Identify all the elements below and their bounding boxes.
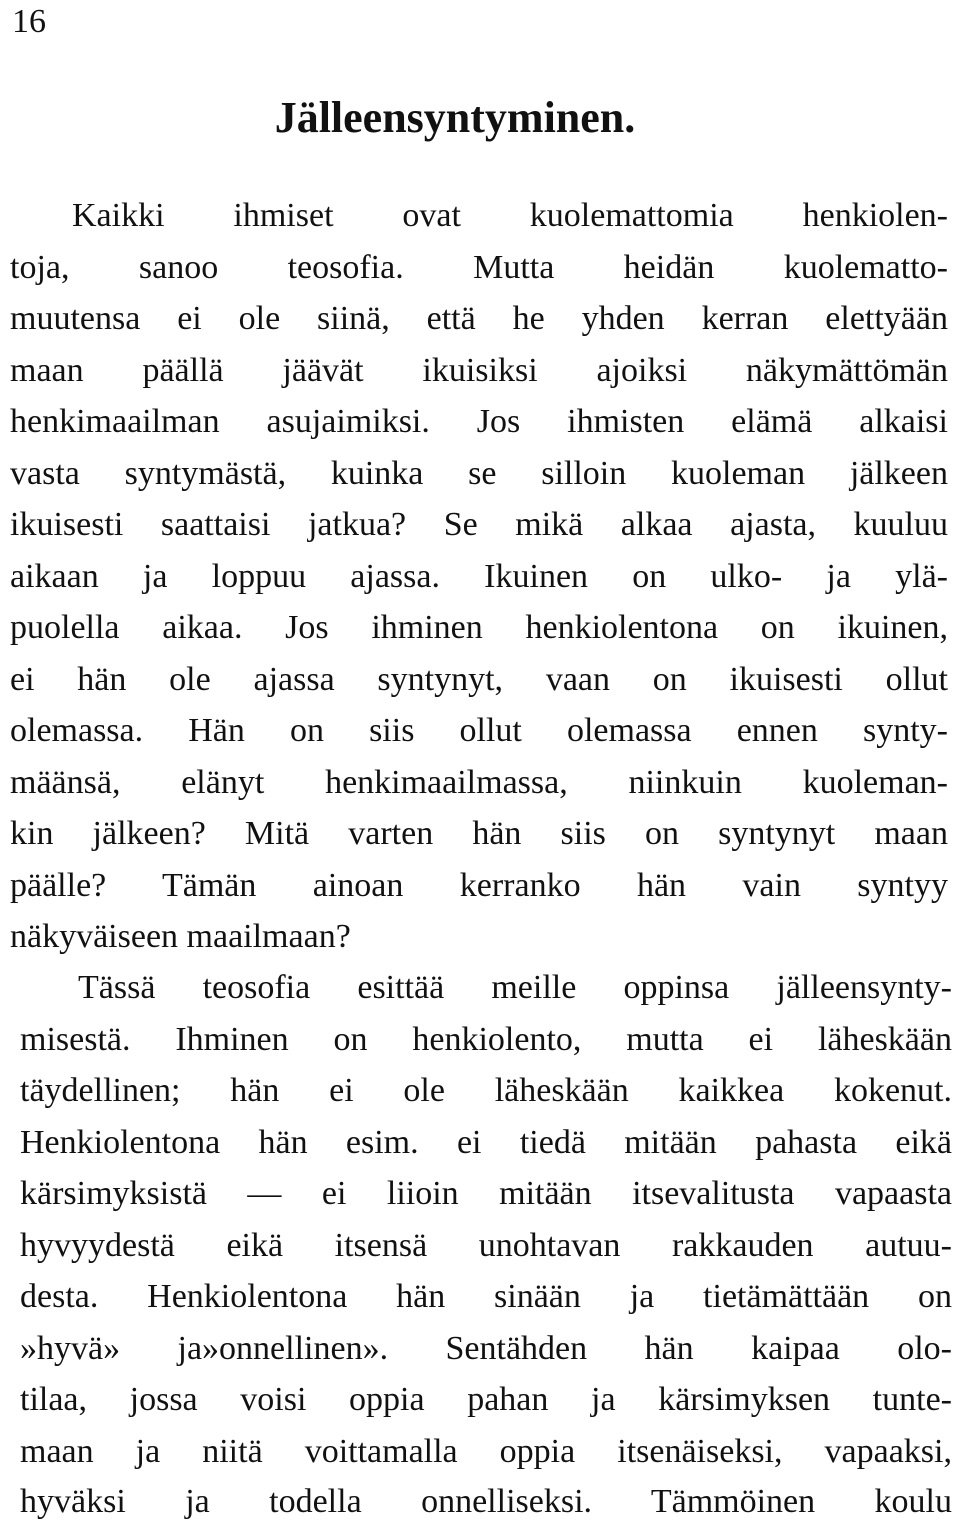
text-line: »hyvä» ja»onnellinen». Sentähden hän kaipaa olo-: [20, 1330, 952, 1367]
page-number: 16: [12, 3, 46, 40]
text-line: näkyväiseen maailmaan?: [10, 918, 351, 955]
text-line: määnsä, elänyt henkimaailmassa, niinkuin kuoleman-: [10, 764, 948, 801]
text-line: ikuisesti saattaisi jatkua? Se mikä alkaa ajasta, kuuluu: [10, 506, 948, 543]
text-line: Henkiolentona hän esim. ei tiedä mitään pahasta eikä: [20, 1124, 952, 1161]
text-line: henkimaailman asujaimiksi. Jos ihmisten elämä alkaisi: [10, 403, 948, 440]
text-line: Kaikki ihmiset ovat kuolemattomia henkiolen-: [72, 197, 948, 234]
text-line: Tässä teosofia esittää meille oppinsa jälleensynty-: [78, 969, 952, 1006]
text-line: desta. Henkiolentona hän sinään ja tietämättään on: [20, 1278, 952, 1315]
text-line: aikaan ja loppuu ajassa. Ikuinen on ulko- ja ylä-: [10, 558, 948, 595]
text-line: misestä. Ihminen on henkiolento, mutta ei läheskään: [20, 1021, 952, 1058]
text-line: tilaa, jossa voisi oppia pahan ja kärsimyksen tunte-: [20, 1381, 952, 1418]
text-line: toja, sanoo teosofia. Mutta heidän kuolematto-: [10, 249, 948, 286]
chapter-title: Jälleensyntyminen.: [274, 93, 636, 142]
text-line: täydellinen; hän ei ole läheskään kaikkea kokenut.: [20, 1072, 952, 1109]
text-line: hyvyydestä eikä itsensä unohtavan rakkauden autuu-: [20, 1227, 952, 1264]
text-line: olemassa. Hän on siis ollut olemassa ennen synty-: [10, 712, 948, 749]
text-line: päälle? Tämän ainoan kerranko hän vain syntyy: [10, 867, 948, 904]
text-line: ei hän ole ajassa syntynyt, vaan on ikuisesti ollut: [10, 661, 948, 698]
text-line: puolella aikaa. Jos ihminen henkiolentona on ikuinen,: [10, 609, 948, 646]
text-line: maan päällä jäävät ikuisiksi ajoiksi näkymättömän: [10, 352, 948, 389]
text-line: kin jälkeen? Mitä varten hän siis on syntynyt maan: [10, 815, 948, 852]
text-line: maan ja niitä voittamalla oppia itsenäiseksi, vapaaksi,: [20, 1433, 952, 1470]
text-line: hyväksi ja todella onnelliseksi. Tämmöinen koulu: [20, 1483, 952, 1520]
text-line: vasta syntymästä, kuinka se silloin kuoleman jälkeen: [10, 455, 948, 492]
text-line: muutensa ei ole siinä, että he yhden kerran elettyään: [10, 300, 948, 337]
text-line: kärsimyksistä — ei liioin mitään itsevalitusta vapaasta: [20, 1175, 952, 1212]
